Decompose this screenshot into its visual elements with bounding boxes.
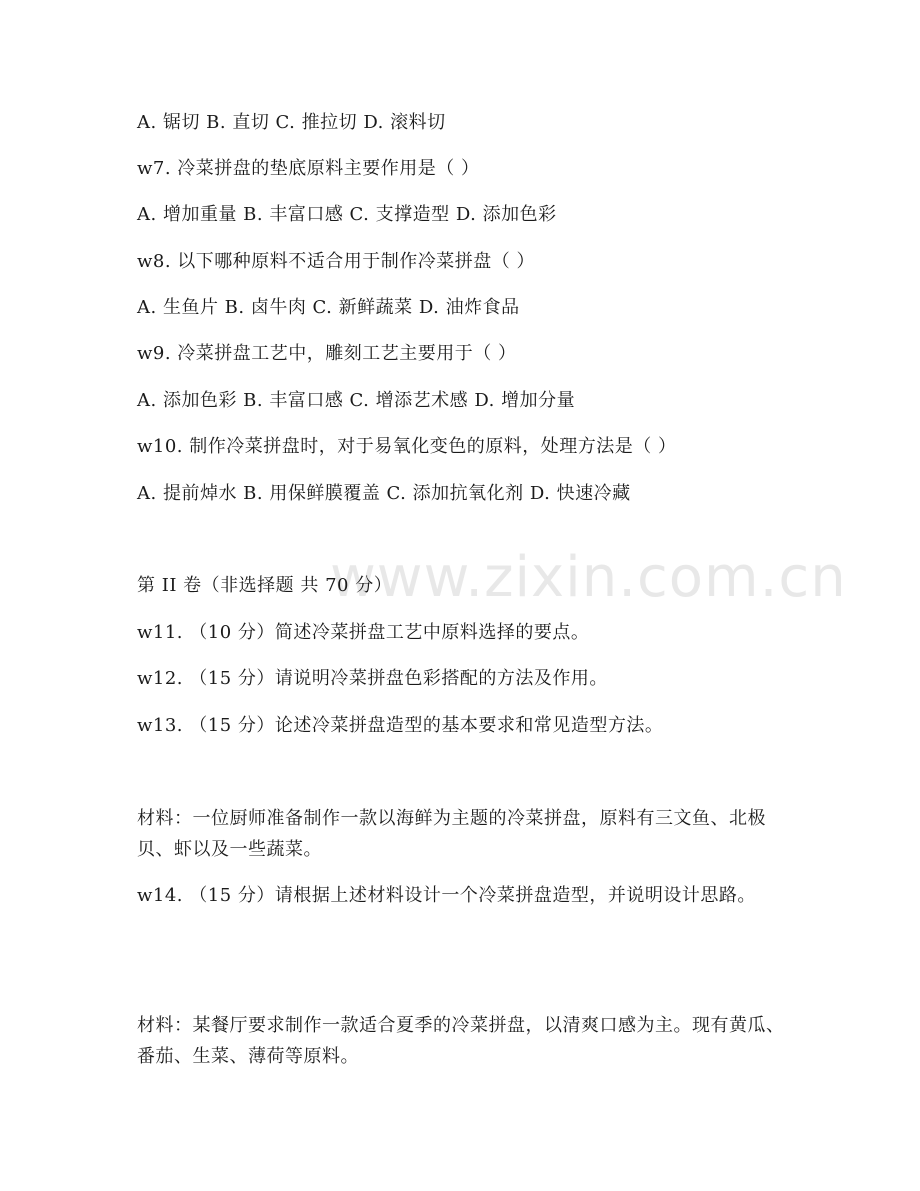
watermark: www.zixin.com.cn bbox=[330, 545, 847, 610]
question-14: w14. （15 分）请根据上述材料设计一个冷菜拼盘造型，并说明设计思路。 bbox=[137, 885, 756, 906]
question-6-options: A. 锯切 B. 直切 C. 推拉切 D. 滚料切 bbox=[137, 112, 446, 133]
question-8: w8. 以下哪种原料不适合用于制作冷菜拼盘（ ） bbox=[137, 251, 536, 272]
question-12: w12. （15 分）请说明冷菜拼盘色彩搭配的方法及作用。 bbox=[137, 668, 608, 689]
question-9: w9. 冷菜拼盘工艺中，雕刻工艺主要用于（ ） bbox=[137, 343, 517, 364]
question-7-options: A. 增加重量 B. 丰富口感 C. 支撑造型 D. 添加色彩 bbox=[137, 204, 557, 225]
material-1: 材料：一位厨师准备制作一款以海鲜为主题的冷菜拼盘，原料有三文鱼、北极贝、虾以及一些蔬菜。 bbox=[137, 808, 766, 860]
question-10-options: A. 提前焯水 B. 用保鲜膜覆盖 C. 添加抗氧化剂 D. 快速冷藏 bbox=[137, 483, 631, 504]
material-2: 材料：某餐厅要求制作一款适合夏季的冷菜拼盘，以清爽口感为主。现有黄瓜、番茄、生菜、薄荷等原料。 bbox=[137, 1015, 785, 1067]
question-8-options: A. 生鱼片 B. 卤牛肉 C. 新鲜蔬菜 D. 油炸食品 bbox=[137, 297, 520, 318]
question-7: w7. 冷菜拼盘的垫底原料主要作用是（ ） bbox=[137, 158, 480, 179]
question-9-options: A. 添加色彩 B. 丰富口感 C. 增添艺术感 D. 增加分量 bbox=[137, 390, 576, 411]
question-11: w11. （10 分）简述冷菜拼盘工艺中原料选择的要点。 bbox=[137, 622, 590, 643]
question-13: w13. （15 分）论述冷菜拼盘造型的基本要求和常见造型方法。 bbox=[137, 715, 664, 736]
question-10: w10. 制作冷菜拼盘时，对于易氧化变色的原料，处理方法是（ ） bbox=[137, 436, 677, 457]
section-2-title: 第 II 卷（非选择题 共 70 分） bbox=[137, 575, 393, 596]
